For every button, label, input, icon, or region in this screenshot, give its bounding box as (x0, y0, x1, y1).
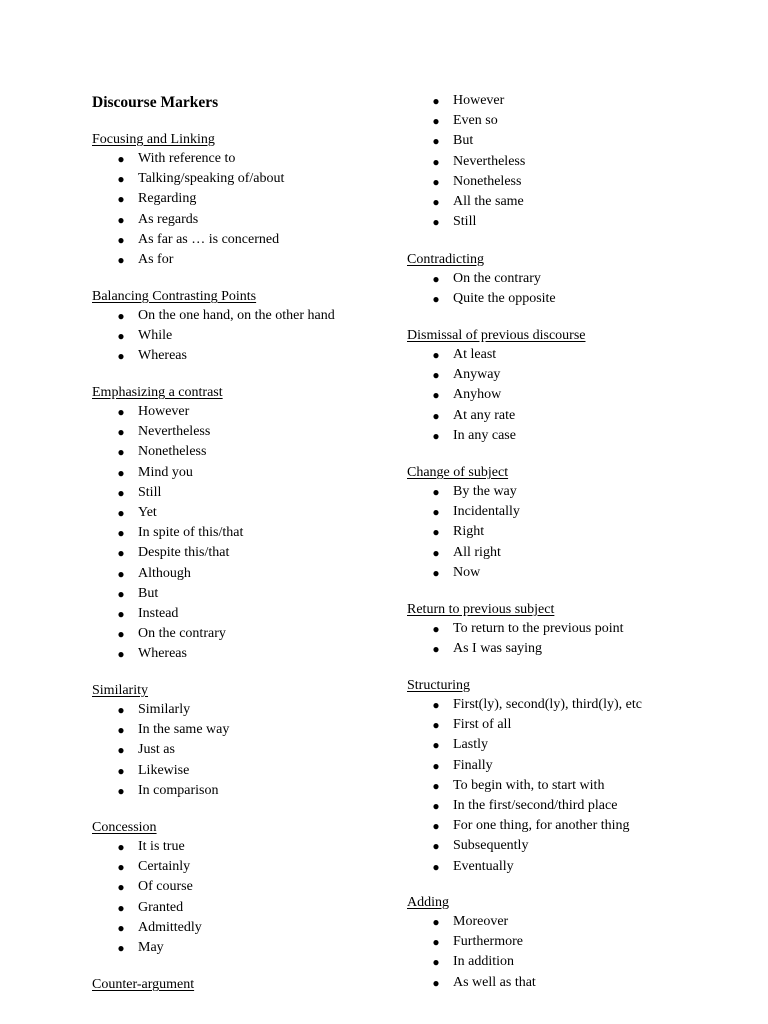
list-item-text: Nevertheless (138, 424, 211, 440)
bullet-icon: ● (117, 349, 125, 364)
bullet-icon: ● (432, 292, 440, 307)
list-item (407, 522, 520, 542)
list-item-text: But (138, 585, 159, 601)
bullet-icon: ● (117, 840, 125, 854)
bullet-list (92, 149, 284, 270)
section-heading: Balancing Contrasting Points (92, 289, 257, 304)
list-item-text: To return to the previous point (453, 621, 624, 636)
section-heading: Return to previous subject (407, 602, 555, 617)
list-item-text: In the first/second/third place (453, 797, 618, 813)
bullet-icon: ● (117, 860, 125, 875)
bullet-icon: ● (432, 134, 440, 149)
list-item (407, 212, 525, 232)
list-item-text: As I was saying (453, 641, 543, 657)
list-item (92, 306, 335, 326)
bullet-icon: ● (117, 485, 125, 500)
list-item-text: Likewise (138, 762, 190, 778)
list-item-text: In spite of this/that (138, 525, 244, 541)
list-item-text: As far as … is concerned (138, 231, 280, 247)
list-item (407, 776, 642, 796)
list-item-text: Quite the opposite (453, 291, 556, 307)
bullet-icon: ● (432, 348, 440, 362)
list-item-text: With reference to (138, 151, 236, 166)
list-item-text: All the same (453, 193, 524, 209)
bullet-icon: ● (117, 783, 125, 798)
bullet-icon: ● (432, 485, 440, 499)
section-adding (407, 894, 536, 993)
bullet-icon: ● (117, 880, 125, 895)
section-heading: Contradicting (407, 252, 484, 267)
bullet-icon: ● (432, 915, 440, 929)
list-item-text: Yet (138, 504, 157, 520)
bullet-icon: ● (432, 194, 440, 209)
list-item (92, 877, 202, 897)
section-return-to-previous-subject (407, 601, 624, 659)
list-item-text: Right (453, 524, 485, 540)
bullet-list (407, 619, 624, 659)
list-item-text: Even so (453, 113, 498, 129)
list-item (92, 422, 243, 442)
list-item-text: By the way (453, 484, 517, 499)
bullet-list (407, 695, 642, 877)
section-similarity (92, 682, 229, 801)
list-item (92, 564, 243, 584)
list-item-text: At least (453, 347, 497, 362)
list-item-text: Certainly (138, 859, 191, 875)
document-title: Discourse Markers (92, 94, 219, 111)
bullet-list (407, 345, 585, 446)
bullet-icon: ● (432, 545, 440, 560)
list-item (92, 837, 202, 857)
section-structuring (407, 677, 642, 877)
list-item-text: Admittedly (138, 919, 202, 935)
list-item-text: Anyway (453, 367, 501, 383)
bullet-icon: ● (117, 566, 125, 581)
bullet-icon: ● (117, 920, 125, 935)
list-item-text: In any case (453, 427, 516, 443)
list-item (92, 250, 284, 270)
bullet-list (92, 306, 335, 367)
bullet-icon: ● (432, 839, 440, 854)
bullet-icon: ● (432, 819, 440, 834)
bullet-icon: ● (432, 388, 440, 403)
list-item (92, 918, 202, 938)
list-item (407, 952, 536, 972)
list-item-text: Whereas (138, 348, 187, 364)
bullet-icon: ● (117, 526, 125, 541)
bullet-list (92, 402, 243, 664)
list-item (407, 345, 585, 365)
bullet-icon: ● (432, 698, 440, 712)
bullet-icon: ● (117, 329, 125, 344)
list-item-text: Lastly (453, 737, 488, 753)
bullet-icon: ● (432, 975, 440, 990)
list-item (92, 857, 202, 877)
list-item-text: As well as that (453, 974, 536, 990)
list-item (92, 644, 243, 664)
list-item-text: But (453, 133, 474, 149)
list-item-text: Although (138, 565, 191, 581)
list-item-text: Of course (138, 879, 193, 895)
list-item (407, 406, 585, 426)
list-item (92, 898, 202, 918)
list-item-text: Regarding (138, 191, 197, 207)
list-item-text: On the contrary (138, 626, 226, 642)
bullet-list (407, 912, 536, 993)
list-item-text: Anyhow (453, 387, 502, 403)
bullet-icon: ● (432, 114, 440, 129)
list-item (92, 624, 243, 644)
bullet-icon: ● (117, 465, 125, 480)
bullet-icon: ● (432, 505, 440, 520)
bullet-list (92, 700, 229, 801)
list-item (92, 720, 229, 740)
bullet-icon: ● (432, 154, 440, 169)
list-item-text: On the one hand, on the other hand (138, 308, 335, 323)
list-item-text: Granted (138, 899, 184, 915)
bullet-icon: ● (117, 763, 125, 778)
section-change-of-subject (407, 464, 520, 583)
list-item-text: To begin with, to start with (453, 777, 605, 793)
bullet-icon: ● (117, 723, 125, 738)
bullet-icon: ● (432, 738, 440, 753)
bullet-icon: ● (117, 627, 125, 642)
bullet-icon: ● (117, 900, 125, 915)
bullet-icon: ● (432, 935, 440, 950)
list-item-text: Still (138, 484, 162, 500)
list-item (407, 816, 642, 836)
list-item (92, 503, 243, 523)
list-item (407, 563, 520, 583)
list-item (92, 523, 243, 543)
list-item (407, 543, 520, 563)
bullet-icon: ● (117, 647, 125, 662)
bullet-list (92, 837, 202, 958)
list-item (407, 735, 642, 755)
bullet-icon: ● (117, 212, 125, 227)
list-item-text: Subsequently (453, 838, 529, 854)
section-heading: Similarity (92, 683, 148, 698)
list-item (407, 857, 642, 877)
list-item (92, 402, 243, 422)
section-heading: Adding (407, 895, 449, 910)
section-heading: Counter-argument (92, 977, 195, 992)
list-item (92, 761, 229, 781)
list-item-text: Similarly (138, 702, 191, 717)
list-item (407, 796, 642, 816)
list-item (92, 584, 243, 604)
list-item-text: While (138, 328, 173, 344)
bullet-icon: ● (117, 309, 125, 323)
bullet-icon: ● (117, 405, 125, 419)
section-heading: Concession (92, 820, 157, 835)
list-item-text: As for (138, 251, 174, 267)
list-item (92, 210, 284, 230)
bullet-icon: ● (117, 192, 125, 207)
list-item-text: At any rate (453, 407, 516, 423)
list-item-text: It is true (138, 839, 185, 854)
list-item (407, 482, 520, 502)
list-item (407, 639, 624, 659)
list-item (407, 756, 642, 776)
list-item-text: Talking/speaking of/about (138, 171, 285, 187)
list-item-text: Whereas (138, 646, 187, 662)
list-item (407, 365, 585, 385)
bullet-icon: ● (117, 546, 125, 561)
list-item-text: Instead (138, 605, 179, 621)
list-item-text: Incidentally (453, 504, 520, 520)
bullet-icon: ● (432, 622, 440, 636)
list-item-text: Mind you (138, 464, 193, 480)
section-concession (92, 819, 202, 958)
section-dismissal-of-previous-discourse (407, 327, 585, 446)
bullet-icon: ● (432, 94, 440, 108)
bullet-icon: ● (432, 368, 440, 383)
list-item-text: Nevertheless (453, 153, 526, 169)
section-balancing-contrasting-points (92, 288, 335, 367)
list-item (92, 604, 243, 624)
list-item (92, 169, 284, 189)
list-item (407, 619, 624, 639)
bullet-icon: ● (117, 425, 125, 440)
list-item (92, 543, 243, 563)
list-item (407, 502, 520, 522)
list-item-text: Moreover (453, 914, 509, 929)
bullet-icon: ● (117, 703, 125, 717)
bullet-icon: ● (117, 743, 125, 758)
section-contradicting (407, 251, 556, 309)
bullet-icon: ● (432, 428, 440, 443)
list-item (407, 973, 536, 993)
bullet-icon: ● (432, 642, 440, 657)
bullet-icon: ● (117, 172, 125, 187)
bullet-icon: ● (117, 252, 125, 267)
bullet-icon: ● (117, 152, 125, 166)
bullet-icon: ● (117, 232, 125, 247)
list-item-text: Despite this/that (138, 545, 230, 561)
bullet-icon: ● (432, 859, 440, 874)
list-item-text: Now (453, 564, 481, 580)
list-item (92, 781, 229, 801)
bullet-icon: ● (432, 174, 440, 189)
list-item (407, 111, 525, 131)
list-item (92, 230, 284, 250)
list-item-text: In addition (453, 954, 515, 970)
list-item (92, 463, 243, 483)
list-item-text: In the same way (138, 722, 230, 738)
list-item (407, 912, 536, 932)
list-item-text: First(ly), second(ly), third(ly), etc (453, 697, 642, 712)
bullet-icon: ● (117, 606, 125, 621)
bullet-icon: ● (117, 586, 125, 601)
list-item-text: May (138, 939, 164, 955)
bullet-icon: ● (432, 955, 440, 970)
list-item (92, 326, 335, 346)
list-item (407, 836, 642, 856)
section-focusing-and-linking (92, 131, 284, 270)
list-item-text: As regards (138, 211, 199, 227)
list-item (92, 149, 284, 169)
list-item (407, 932, 536, 952)
list-item (92, 346, 335, 366)
list-item (407, 172, 525, 192)
list-item (92, 189, 284, 209)
list-item-text: Still (453, 214, 477, 230)
bullet-icon: ● (432, 525, 440, 540)
list-item (92, 442, 243, 462)
list-item (92, 700, 229, 720)
bullet-icon: ● (117, 445, 125, 460)
bullet-list (407, 269, 556, 309)
section-emphasizing-a-contrast (92, 384, 243, 664)
list-item-text: Finally (453, 757, 493, 773)
bullet-list (407, 482, 520, 583)
list-item-text: For one thing, for another thing (453, 818, 630, 834)
list-item-text: Just as (138, 742, 175, 758)
bullet-icon: ● (432, 272, 440, 286)
list-item (407, 269, 556, 289)
list-item-text: Furthermore (453, 934, 523, 950)
section-counter-argument (92, 976, 194, 994)
list-item (92, 483, 243, 503)
bullet-icon: ● (432, 215, 440, 230)
bullet-icon: ● (432, 718, 440, 733)
section-heading: Change of subject (407, 465, 509, 480)
list-item (407, 385, 585, 405)
section-heading: Focusing and Linking (92, 132, 215, 147)
section-heading: Dismissal of previous discourse (407, 328, 586, 343)
list-item-text: Nonetheless (138, 444, 207, 460)
list-item (407, 426, 585, 446)
list-item-text: Nonetheless (453, 173, 522, 189)
list-item (407, 192, 525, 212)
bullet-icon: ● (432, 565, 440, 580)
bullet-icon: ● (432, 758, 440, 773)
bullet-list (407, 91, 525, 232)
list-item (407, 289, 556, 309)
bullet-icon: ● (432, 798, 440, 813)
list-item (407, 695, 642, 715)
list-item (407, 91, 525, 111)
list-item-text: Eventually (453, 858, 514, 874)
bullet-icon: ● (432, 408, 440, 423)
bullet-icon: ● (117, 505, 125, 520)
bullet-icon: ● (117, 940, 125, 955)
list-item (92, 740, 229, 760)
list-item (92, 938, 202, 958)
list-item-text: On the contrary (453, 271, 541, 286)
list-item-text: However (138, 404, 190, 419)
list-item (407, 715, 642, 735)
section-heading: Emphasizing a contrast (92, 385, 223, 400)
list-item-text: However (453, 93, 505, 108)
list-item-text: All right (453, 544, 501, 560)
list-item-text: In comparison (138, 782, 219, 798)
section-heading: Structuring (407, 678, 470, 693)
list-item-text: First of all (453, 717, 512, 733)
bullet-icon: ● (432, 778, 440, 793)
list-item (407, 131, 525, 151)
list-item (407, 152, 525, 172)
section-continued (407, 91, 525, 232)
